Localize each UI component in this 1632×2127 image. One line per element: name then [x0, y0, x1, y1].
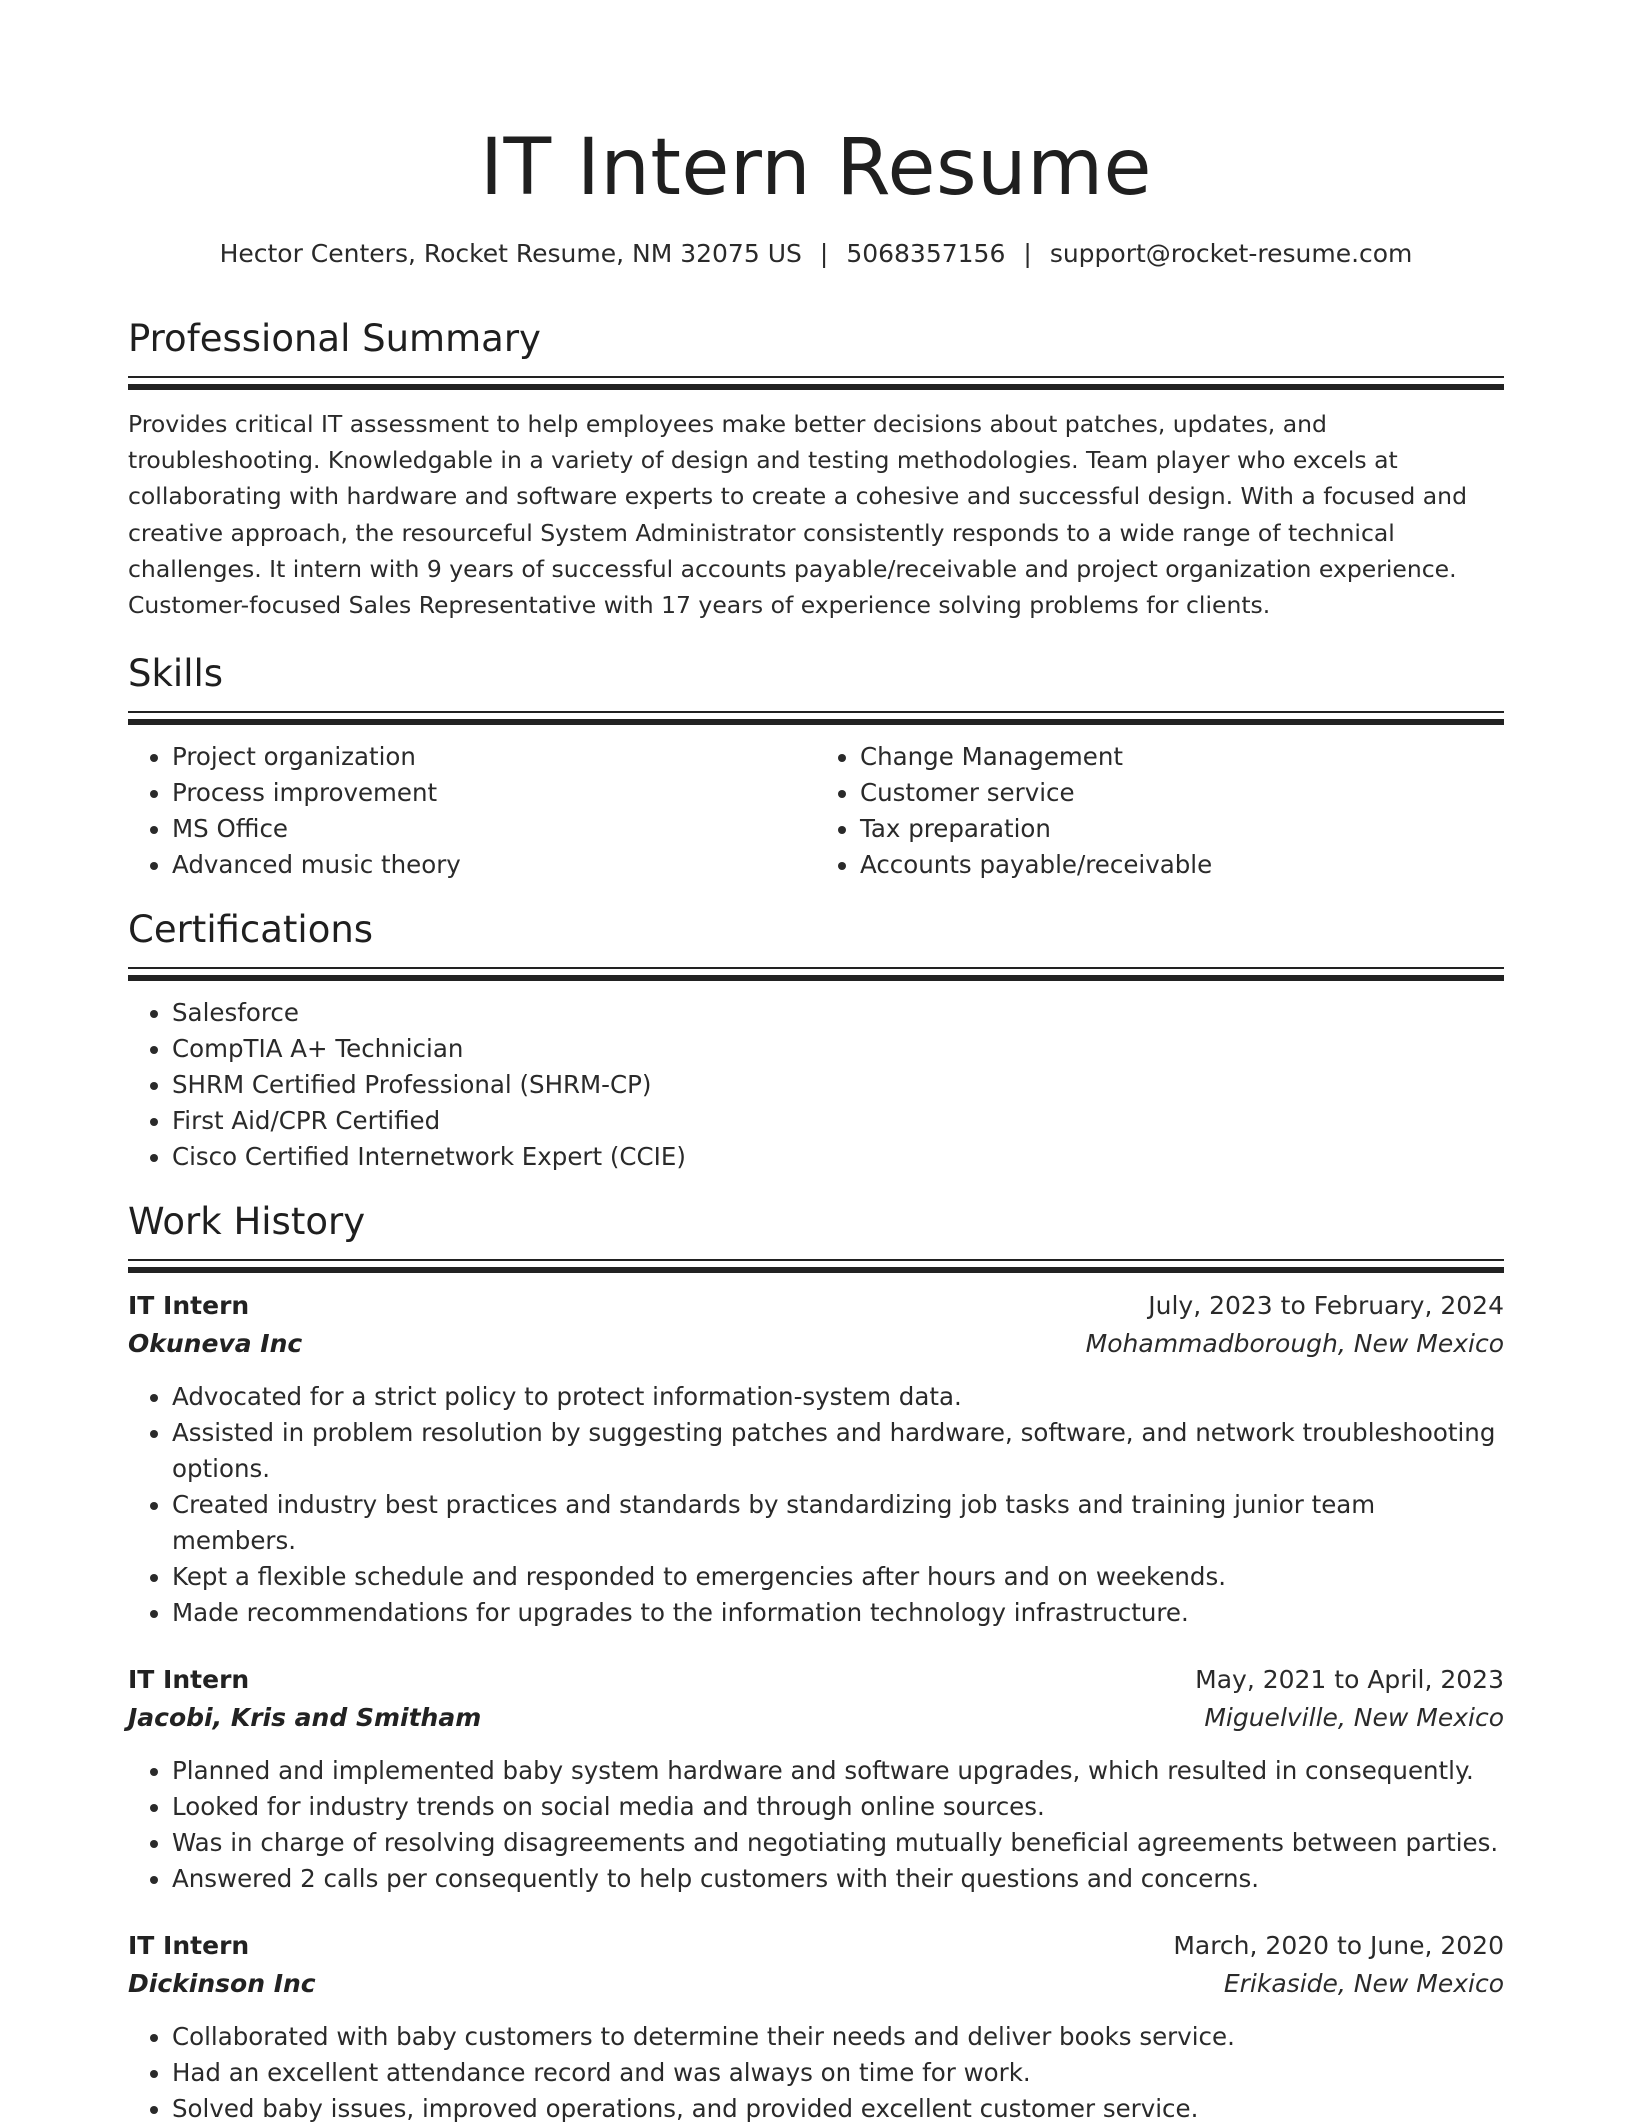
list-item: • Was in charge of resolving disagreements and negotiating mutually beneficial agreements between parties.: [172, 1825, 1504, 1861]
certifications-section: [128, 907, 1504, 1175]
job-company: Jacobi, Kris and Smitham: [128, 1703, 482, 1733]
list-item: • SHRM Certified Professional (SHRM-CP): [172, 1067, 1504, 1103]
list-item: • Salesforce: [172, 995, 1504, 1031]
contact-phone: 5068357156: [846, 239, 1006, 268]
list-item: • MS Office: [172, 811, 816, 847]
job-subheader-row: [128, 1965, 1504, 2003]
skills-heading: Skills: [128, 652, 224, 696]
contact-email[interactable]: support@rocket-resume.com: [1049, 239, 1413, 268]
job-title: IT Intern: [128, 1665, 250, 1695]
contact-separator: |: [1023, 239, 1032, 268]
job-bullets: [128, 1753, 1504, 1897]
list-item: • Advanced music theory: [172, 847, 816, 883]
list-item: • Accounts payable/receivable: [860, 847, 1504, 883]
skills-section: [128, 651, 1504, 883]
skills-list-right: [816, 739, 1504, 883]
section-divider: [128, 1259, 1504, 1273]
job-company: Okuneva Inc: [128, 1329, 303, 1359]
summary-text: Provides critical IT assessment to help employees make better decisions about patches, updates, and troubleshooting. Knowledgable in a variety of design and testing methodologies. Team player who excels at collaborating with hardware and software experts to create a cohesive and successful design. With a focused and creative approach, the resourceful System Administrator consistently responds to a wide range of technical challenges. It intern with 9 years of successful accounts payable/receivable and project organization experience. Customer-focused Sales Representative with 17 years of experience solving problems for clients.: [128, 410, 1467, 620]
skills-list-left: [128, 739, 816, 883]
job-location: Mohammadborough, New Mexico: [1085, 1329, 1504, 1359]
summary-section: [128, 316, 1504, 623]
resume-page: [128, 0, 1504, 2127]
section-divider: [128, 967, 1504, 981]
list-item: • Collaborated with baby customers to determine their needs and deliver books service.: [172, 2019, 1504, 2055]
list-item: • Created industry best practices and standards by standardizing job tasks and training junior team members.: [172, 1487, 1504, 1559]
job-bullets: [128, 1379, 1504, 1631]
job-dates: May, 2021 to April, 2023: [1195, 1665, 1504, 1695]
job-dates: July, 2023 to February, 2024: [1148, 1291, 1504, 1321]
job-location: Miguelville, New Mexico: [1204, 1703, 1504, 1733]
list-item: • Looked for industry trends on social media and through online sources.: [172, 1789, 1504, 1825]
list-item: • Solved baby issues, improved operations, and provided excellent customer service.: [172, 2091, 1504, 2127]
job-dates: March, 2020 to June, 2020: [1173, 1931, 1504, 1961]
work-history-heading: Work History: [128, 1200, 366, 1244]
job-title: IT Intern: [128, 1291, 250, 1321]
job-entry: [128, 1661, 1504, 1897]
list-item: • Project organization: [172, 739, 816, 775]
list-item: • First Aid/CPR Certified: [172, 1103, 1504, 1139]
job-company: Dickinson Inc: [128, 1969, 316, 1999]
work-history-section: [128, 1199, 1504, 2127]
list-item: • Had an excellent attendance record and was always on time for work.: [172, 2055, 1504, 2091]
list-item: • Kept a flexible schedule and responded to emergencies after hours and on weekends.: [172, 1559, 1504, 1595]
job-subheader-row: [128, 1699, 1504, 1737]
list-item: • Change Management: [860, 739, 1504, 775]
certifications-list: [128, 995, 1504, 1175]
list-item: • Advocated for a strict policy to protect information-system data.: [172, 1379, 1504, 1415]
resume-title: IT Intern Resume: [479, 123, 1153, 213]
section-divider: [128, 376, 1504, 390]
list-item: • Planned and implemented baby system hardware and software upgrades, which resulted in consequently.: [172, 1753, 1504, 1789]
job-location: Erikaside, New Mexico: [1223, 1969, 1504, 1999]
contact-line: [128, 238, 1504, 270]
job-header-row: [128, 1287, 1504, 1325]
list-item: • CompTIA A+ Technician: [172, 1031, 1504, 1067]
contact-separator: |: [819, 239, 829, 268]
list-item: • Answered 2 calls per consequently to help customers with their questions and concerns.: [172, 1861, 1504, 1897]
job-title: IT Intern: [128, 1931, 250, 1961]
list-item: • Process improvement: [172, 775, 816, 811]
list-item: • Assisted in problem resolution by suggesting patches and hardware, software, and network troubleshooting options.: [172, 1415, 1504, 1487]
job-header-row: [128, 1661, 1504, 1699]
summary-heading: Professional Summary: [128, 317, 541, 360]
list-item: • Tax preparation: [860, 811, 1504, 847]
list-item: • Cisco Certified Internetwork Expert (CCIE): [172, 1139, 1504, 1175]
contact-address: Hector Centers, Rocket Resume, NM 32075 US: [219, 239, 802, 268]
job-header-row: [128, 1927, 1504, 1965]
certifications-heading: Certifications: [128, 908, 374, 952]
list-item: • Made recommendations for upgrades to the information technology infrastructure.: [172, 1595, 1504, 1631]
list-item: • Customer service: [860, 775, 1504, 811]
job-entry: [128, 1287, 1504, 1631]
job-entry: [128, 1927, 1504, 2127]
skills-grid: [128, 739, 1504, 883]
job-subheader-row: [128, 1325, 1504, 1363]
job-bullets: [128, 2019, 1504, 2127]
section-divider: [128, 711, 1504, 725]
